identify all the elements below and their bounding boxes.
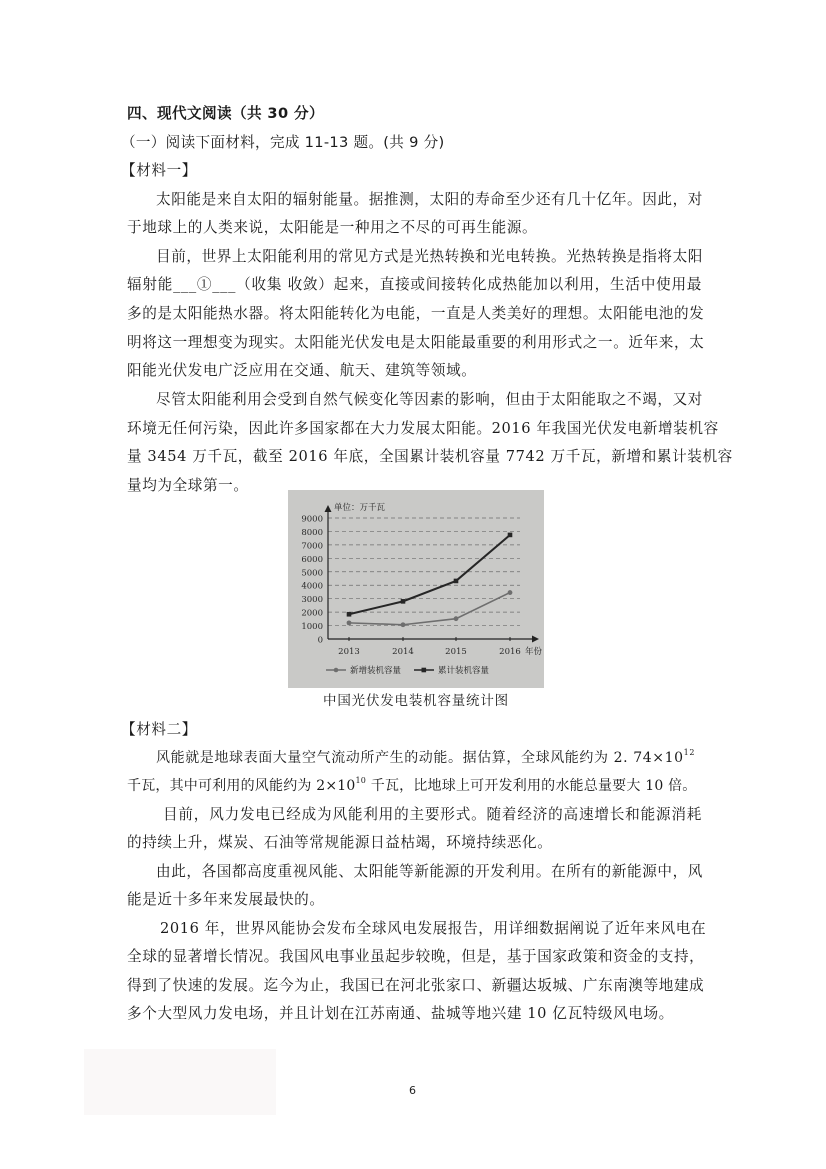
paragraph-line: 明将这一理想变为现实。太阳能光伏发电是太阳能最重要的利用形式之一。近年来，太 [127,334,705,351]
page-number: 6 [409,1084,416,1097]
legend-label: 累计装机容量 [438,666,490,676]
section-title: 四、现代文阅读（共 30 分） [127,105,325,122]
data-point [508,590,513,595]
exponent: 10 [355,776,367,785]
y-tick-label: 1000 [301,622,323,633]
x-axis-arrow [532,636,539,643]
x-axis-label: 年份 [525,647,543,657]
y-tick-label: 5000 [301,568,323,579]
exponent: 12 [683,748,696,757]
y-tick-label: 8000 [301,527,323,538]
paragraph-line [127,776,702,796]
wind-energy-text: 千瓦，其中可利用的风能约为 2×10 [127,778,356,794]
x-tick-label: 2014 [392,647,414,657]
x-tick-label: 2016 [499,647,521,657]
paragraph-line: 多的是太阳能热水器。将太阳能转化为电能，一直是人类美好的理想。太阳能电池的发 [127,305,705,322]
paragraph-line: 目前，风力发电已经成为风能利用的主要形式。随着经济的高速增长和能源消耗 [163,806,702,823]
y-axis-arrow [325,505,332,512]
paragraph-line: 全球的显著增长情况。我国风电事业虽起步较晚，但是，基于国家政策和资金的支持， [127,948,705,965]
data-point [454,616,459,621]
wind-energy-text: 千瓦，比地球上可开发利用的水能总量要大 10 倍。 [366,778,697,794]
paragraph-line: 得到了快速的发展。迄今为止，我国已在河北张家口、新疆达坂城、广东南澳等地建成 [127,977,705,994]
section-subtitle: （一）阅读下面材料，完成 11-13 题。(共 9 分) [121,134,445,151]
y-axis-label: 单位：万千瓦 [334,503,386,513]
paragraph-line: 于地球上的人类来说，太阳能是一种用之不尽的可再生能源。 [127,219,538,236]
paragraph-line [127,748,702,768]
solar-capacity-chart [288,490,544,688]
y-tick-label: 3000 [301,595,323,606]
y-tick-label: 0 [317,635,323,646]
legend-label: 新增装机容量 [350,666,402,676]
legend-marker [422,668,427,673]
paragraph-line: 2016 年，世界风能协会发布全球风电发展报告，用详细数据阐说了近年来风电在 [160,920,707,937]
series-line-cumulative-capacity [349,535,510,614]
y-tick-label: 2000 [301,608,323,619]
blank-region [84,1049,276,1115]
fill-blank-line: 辐射能___①___（收集 收敛）起来，直接或间接转化成热能加以利用，生活中使用最 [127,276,702,293]
y-tick-label: 7000 [301,541,323,552]
paragraph-line: 由此，各国都高度重视风能、太阳能等新能源的开发利用。在所有的新能源中，风 [156,863,703,880]
paragraph-line: 的持续上升，煤炭、石油等常规能源日益枯竭，环境持续恶化。 [127,834,553,851]
material-two-label: 【材料二】 [121,721,197,738]
chart-svg [288,490,544,688]
x-tick-label: 2015 [445,647,467,657]
x-tick-label: 2013 [338,647,360,657]
material-one-label: 【材料一】 [121,162,197,179]
y-tick-label: 6000 [301,554,323,565]
data-point [454,579,459,584]
paragraph-line: 目前，世界上太阳能利用的常见方式是光热转换和光电转换。光热转换是指将太阳 [156,248,703,265]
data-point [347,620,352,625]
chart-caption: 中国光伏发电装机容量统计图 [323,693,509,709]
data-point [401,599,406,604]
data-point [508,533,513,538]
y-tick-label: 4000 [301,581,323,592]
paragraph-line: 环境无任何污染，因此许多国家都在大力发展太阳能。2016 年我国光伏发电新增装机容 [127,420,719,437]
data-point [347,612,352,617]
wind-energy-text: 风能就是地球表面大量空气流动所产生的动能。据估算，全球风能约为 2. 74×10 [156,750,684,766]
paragraph-line: 量 3454 万千瓦，截至 2016 年底，全国累计装机容量 7742 万千瓦，新增和累计装机容 [127,448,733,465]
legend-marker [334,668,339,673]
paragraph-line: 多个大型风力发电场，并且计划在江苏南通、盐城等地兴建 10 亿瓦特级风电场。 [127,1005,674,1022]
paragraph-line: 量均为全球第一。 [127,477,249,494]
paragraph-line: 尽管太阳能利用会受到自然气候变化等因素的影响，但由于太阳能取之不竭，又对 [156,391,703,408]
paragraph-line: 阳能光伏发电广泛应用在交通、航天、建筑等领域。 [127,362,477,379]
paragraph-line: 能是近十多年来发展最快的。 [127,891,325,908]
data-point [401,622,406,627]
paragraph-line: 太阳能是来自太阳的辐射能量。据推测，太阳的寿命至少还有几十亿年。因此，对 [156,191,703,208]
y-tick-label: 9000 [301,514,323,525]
